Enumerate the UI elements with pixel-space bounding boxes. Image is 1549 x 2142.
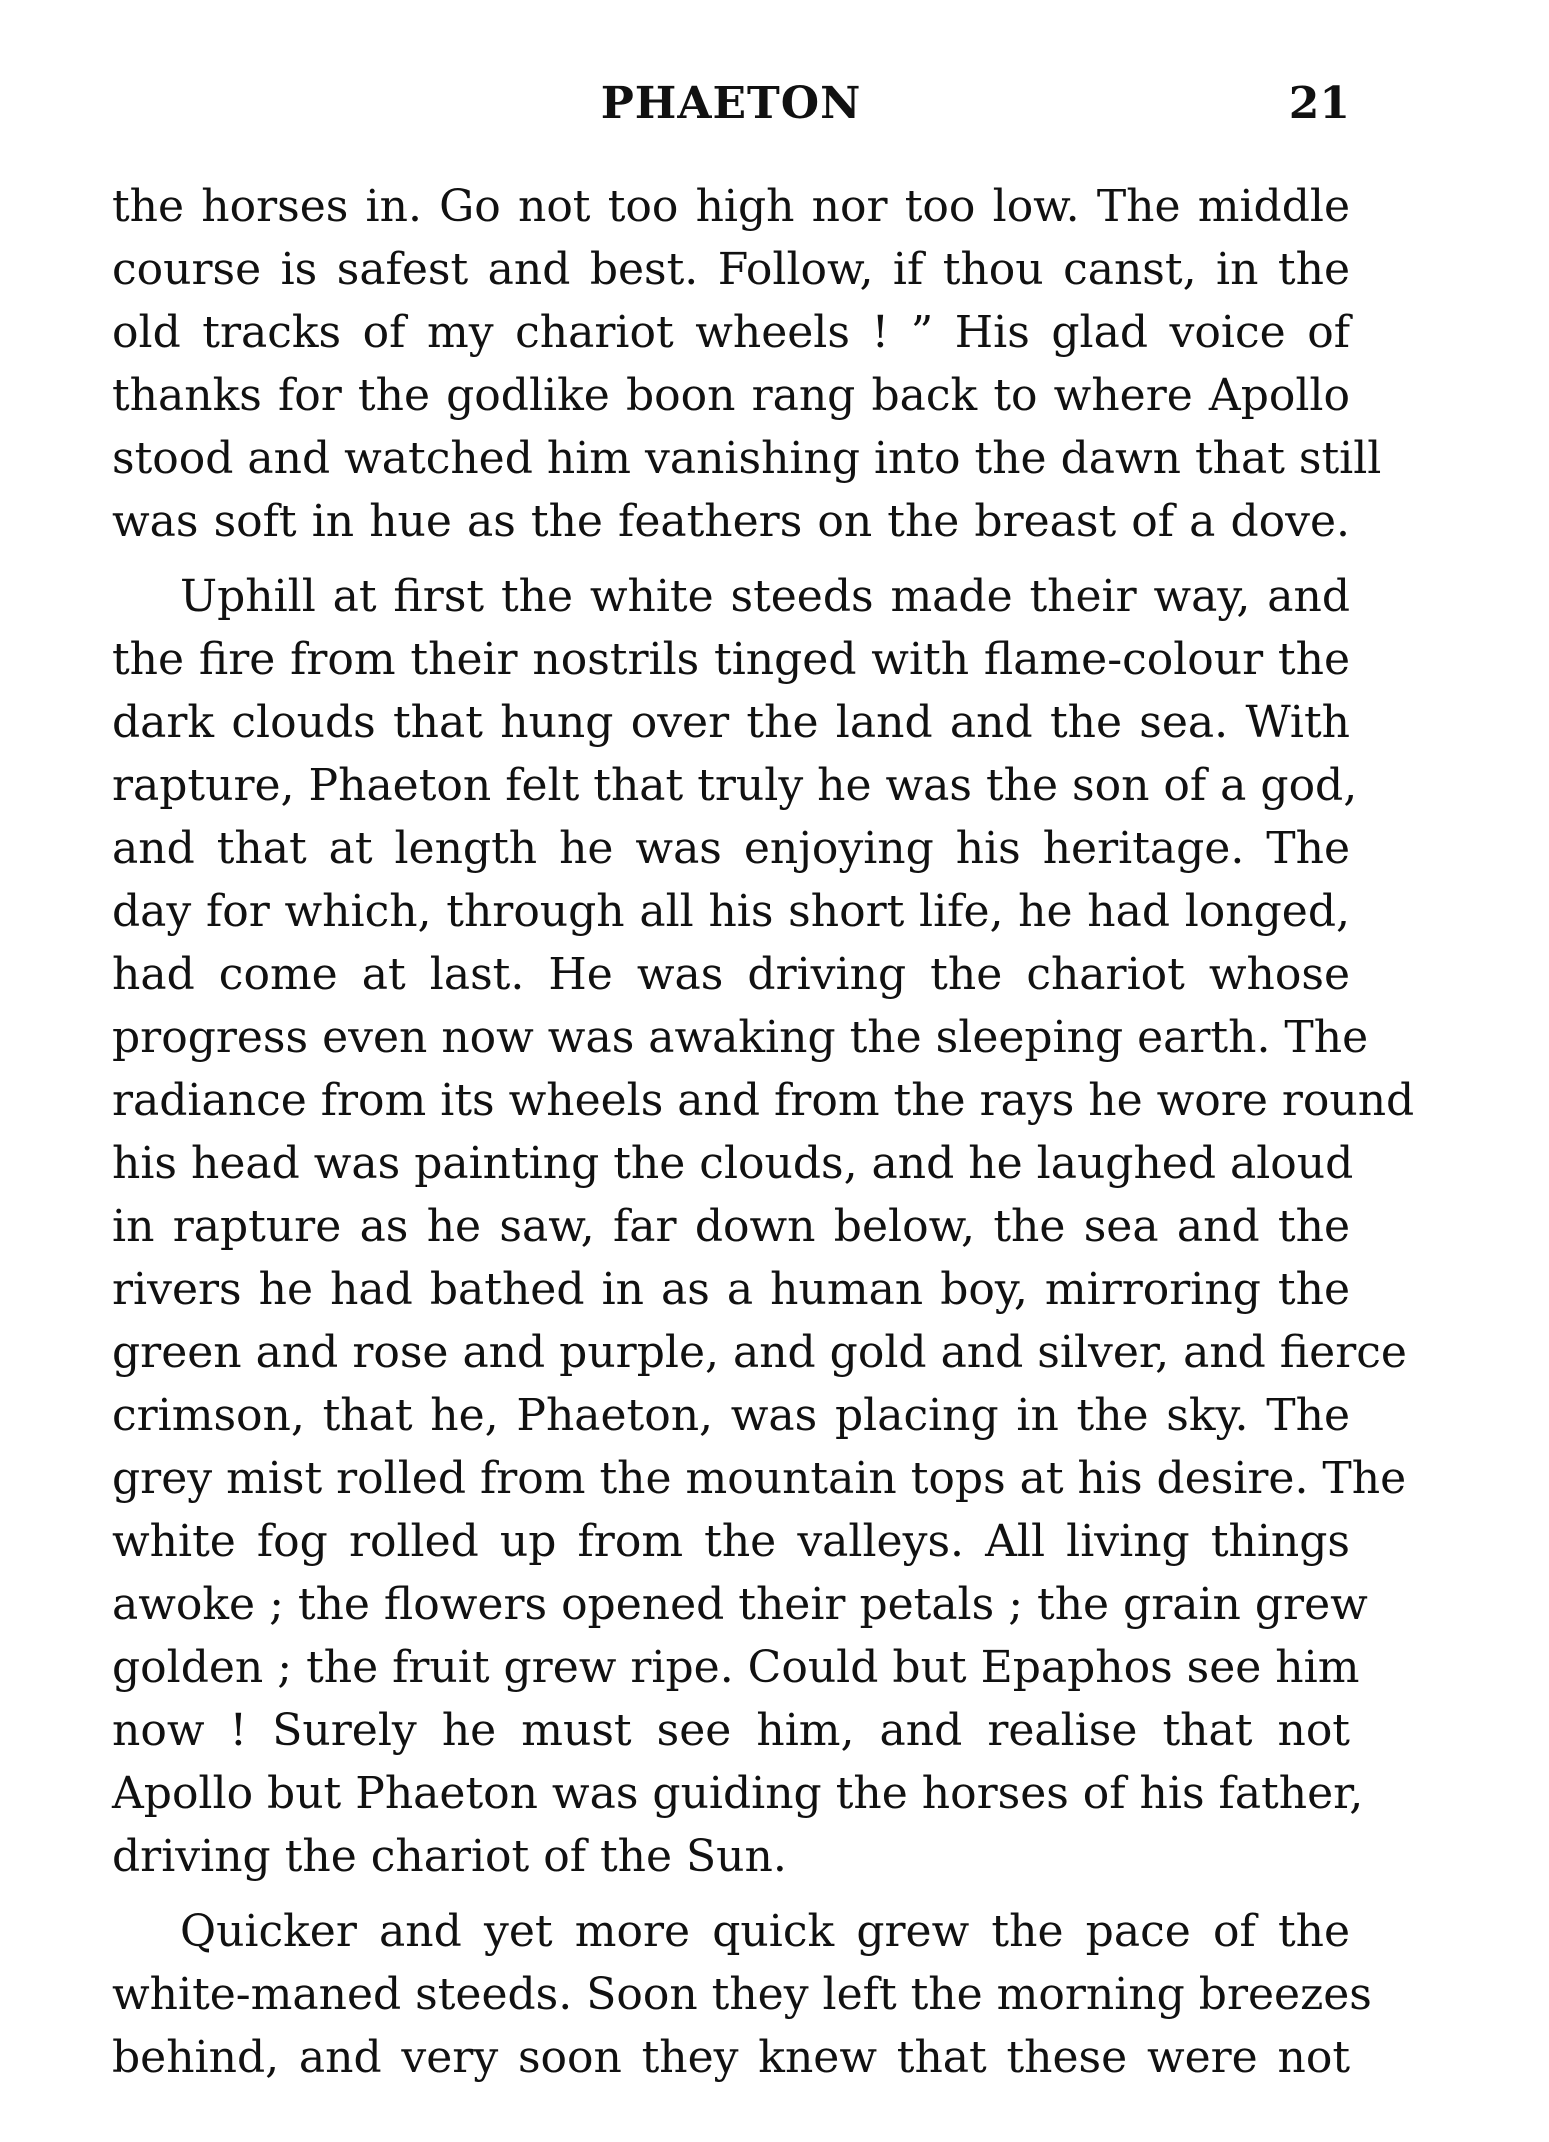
text-line: grey mist rolled from the mountain tops at his desire. The <box>112 1453 1407 1504</box>
text-line: course is safest and best. Follow, if thou canst, in the <box>112 244 1350 295</box>
text-line: white fog rolled up from the valleys. All living things <box>112 1516 1350 1567</box>
text-line: and that at length he was enjoying his heritage. The <box>112 823 1350 874</box>
paragraph-gap <box>112 553 1350 565</box>
paragraph <box>112 1900 1372 2089</box>
body-text <box>112 175 1415 2089</box>
page-number: 21 <box>1288 78 1350 129</box>
running-header <box>112 78 1350 138</box>
text-line: day for which, through all his short life, he had longed, <box>112 886 1350 937</box>
text-line: white-maned steeds. Soon they left the morning breezes <box>112 1969 1372 2020</box>
text-line: rapture, Phaeton felt that truly he was the son of a god, <box>112 760 1358 811</box>
text-line: thanks for the godlike boon rang back to where Apollo <box>112 370 1350 421</box>
paragraph <box>112 175 1382 553</box>
text-line: green and rose and purple, and gold and silver, and fierce <box>112 1327 1407 1378</box>
paragraph-gap <box>112 1888 1350 1900</box>
text-line: Uphill at first the white steeds made their way, and <box>180 571 1350 622</box>
text-line: old tracks of my chariot wheels ! ” His glad voice of <box>112 307 1350 358</box>
text-line: the horses in. Go not too high nor too low. The middle <box>112 181 1350 232</box>
text-line: stood and watched him vanishing into the dawn that still <box>112 433 1382 484</box>
text-line: the fire from their nostrils tinged with flame-colour the <box>112 634 1350 685</box>
paragraph <box>112 565 1415 1888</box>
text-line: dark clouds that hung over the land and the sea. With <box>112 697 1350 748</box>
text-line: behind, and very soon they knew that these were not <box>112 2032 1350 2083</box>
text-line: was soft in hue as the feathers on the breast of a dove. <box>112 496 1350 547</box>
text-line: golden ; the fruit grew ripe. Could but Epaphos see him <box>112 1642 1360 1693</box>
text-line: crimson, that he, Phaeton, was placing in the sky. The <box>112 1390 1350 1441</box>
text-line: Apollo but Phaeton was guiding the horses of his father, <box>112 1768 1364 1819</box>
text-line: now ! Surely he must see him, and realise that not <box>112 1705 1350 1756</box>
text-line: Quicker and yet more quick grew the pace of the <box>180 1906 1350 1957</box>
text-line: had come at last. He was driving the chariot whose <box>112 949 1350 1000</box>
text-line: rivers he had bathed in as a human boy, mirroring the <box>112 1264 1350 1315</box>
text-line: radiance from its wheels and from the rays he wore round <box>112 1075 1415 1126</box>
chapter-title: PHAETON <box>600 78 862 129</box>
text-line: progress even now was awaking the sleeping earth. The <box>112 1012 1369 1063</box>
text-line: in rapture as he saw, far down below, the sea and the <box>112 1201 1350 1252</box>
text-line: awoke ; the flowers opened their petals ; the grain grew <box>112 1579 1368 1630</box>
text-line: driving the chariot of the Sun. <box>112 1831 787 1882</box>
text-line: his head was painting the clouds, and he laughed aloud <box>112 1138 1354 1189</box>
